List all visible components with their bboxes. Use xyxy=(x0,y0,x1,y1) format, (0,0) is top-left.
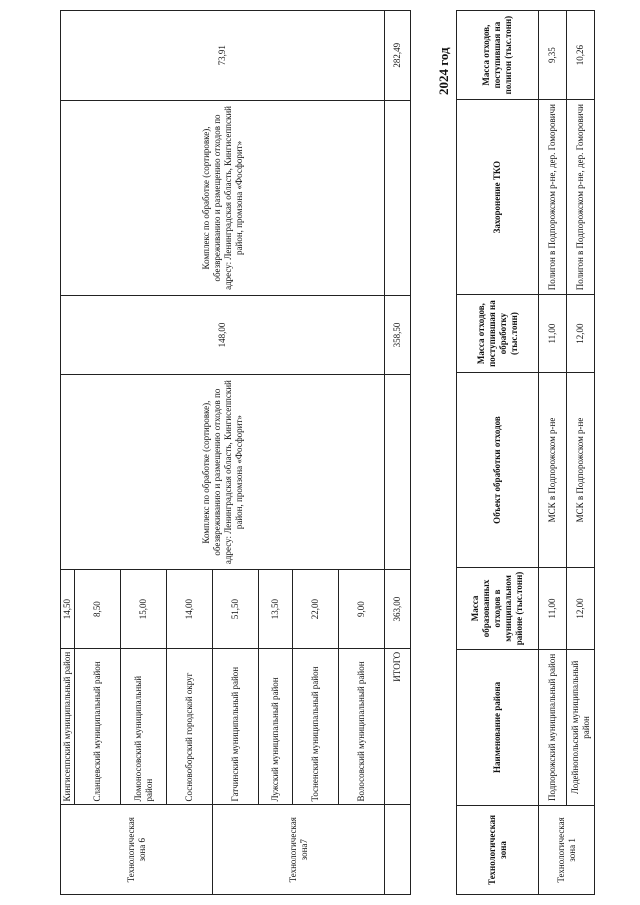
district-cell: Подпорожский муниципальный район xyxy=(539,649,567,805)
processing-mass-cell: 148,00 xyxy=(61,296,385,374)
header-mass-processing: Масса отходов, поступившая на обработку (тыс.тонн) xyxy=(457,295,539,373)
district-cell: Ломоносовский муниципальный район xyxy=(121,648,167,805)
district-cell: Тосненский муниципальный район xyxy=(293,648,339,805)
lower-table xyxy=(456,10,595,895)
total-processing: 358,50 xyxy=(385,296,411,374)
header-mass: Масса образованных отходов в муниципальном районе (тыс.тонн) xyxy=(457,567,539,649)
mass-cell: 14,50 xyxy=(61,570,75,648)
mass-cell: 15,00 xyxy=(121,570,167,648)
total-landfill: 282,49 xyxy=(385,11,411,101)
table-row xyxy=(567,11,595,895)
landfill-cell: Комплекс по обработке (сортировке), обезвреживанию и размещению отходов по адресу: Ленинградская область, Кингисеппский район, промзона «Фосфорит» xyxy=(61,100,385,296)
landfill-mass-cell: 9,35 xyxy=(539,11,567,100)
zone-cell: Технологическая зона 6 xyxy=(61,805,213,895)
total-mass: 363,00 xyxy=(385,570,411,648)
upper-table xyxy=(60,10,411,895)
object-cell: МСК в Подпорожском р-не xyxy=(539,373,567,568)
header-landfill: Захоронение ТКО xyxy=(457,100,539,295)
zone-cell: Технологическая зона7 xyxy=(213,805,385,895)
header-mass-landfill: Масса отходов, поступившая на полигон (тыс.тонн) xyxy=(457,11,539,100)
landfill-cell: Полигон в Подпорожском р-не, дер. Гоморовичи xyxy=(539,100,567,295)
landfill-cell: Полигон в Подпорожском р-не, дер. Гоморовичи xyxy=(567,100,595,295)
processing-mass-cell: 12,00 xyxy=(567,295,595,373)
table-row xyxy=(61,11,75,895)
mass-cell: 9,00 xyxy=(339,570,385,648)
zone-cell: Технологическая зона 1 xyxy=(539,805,595,894)
empty-cell xyxy=(385,374,411,570)
district-cell: Лодейнопольский муниципальный район xyxy=(567,649,595,805)
mass-cell: 51,50 xyxy=(213,570,259,648)
district-cell: Лужский муниципальный район xyxy=(259,648,293,805)
header-zone: Технологическая зона xyxy=(457,805,539,894)
district-cell: Волосовский муниципальный район xyxy=(339,648,385,805)
district-cell: Сосновоборский городской округ xyxy=(167,648,213,805)
object-cell: МСК в Подпорожском р-не xyxy=(567,373,595,568)
mass-cell: 11,00 xyxy=(539,567,567,649)
landfill-mass-cell: 73,91 xyxy=(61,11,385,101)
total-label: ИТОГО xyxy=(385,648,411,805)
district-cell: Кингисеппский муниципальный район xyxy=(61,648,75,805)
processing-object-cell: Комплекс по обработке (сортировке), обезвреживанию и размещению отходов по адресу: Ленинградская область, Кингисеппский район, промзона «Фосфорит» xyxy=(61,374,385,570)
district-cell: Сланцевский муниципальный район xyxy=(75,648,121,805)
header-district: Наименование района xyxy=(457,649,539,805)
processing-mass-cell: 11,00 xyxy=(539,295,567,373)
mass-cell: 14,00 xyxy=(167,570,213,648)
table-row xyxy=(539,11,567,895)
empty-cell xyxy=(385,100,411,296)
mass-cell: 22,00 xyxy=(293,570,339,648)
header-row xyxy=(457,11,539,895)
year-heading: 2024 год xyxy=(436,47,451,95)
mass-cell: 8,50 xyxy=(75,570,121,648)
landfill-mass-cell: 10,26 xyxy=(567,11,595,100)
district-cell: Гатчинский муниципальный район xyxy=(213,648,259,805)
mass-cell: 13,50 xyxy=(259,570,293,648)
total-row xyxy=(385,11,411,895)
empty-cell xyxy=(385,805,411,895)
header-object: Объект обработки отходов xyxy=(457,373,539,568)
mass-cell: 12,00 xyxy=(567,567,595,649)
